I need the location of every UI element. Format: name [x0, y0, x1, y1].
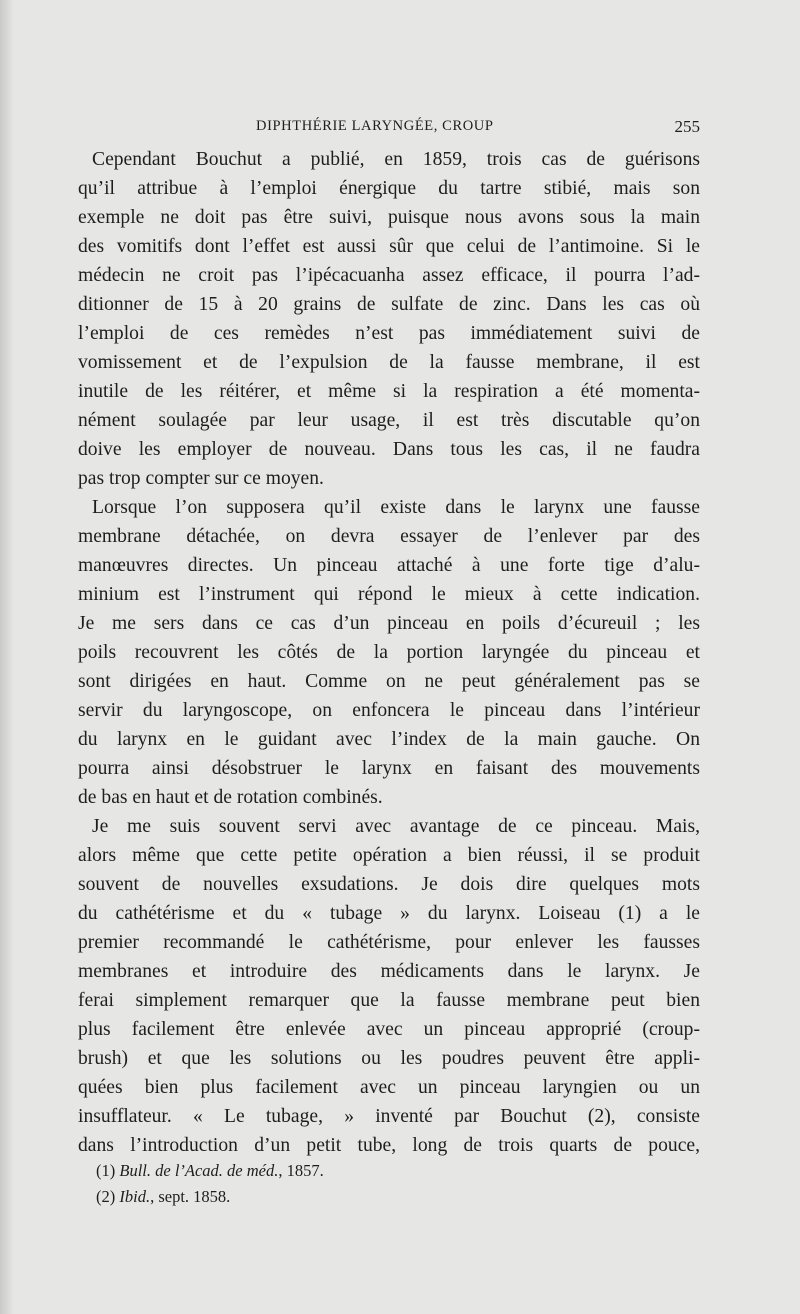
body-text: [78, 145, 700, 1160]
text-line: exemple ne doit pas être suivi, puisque nous avons sous la main: [78, 207, 700, 228]
footnote-2: [96, 1184, 696, 1210]
text-line: insufflateur. « Le tubage, » inventé par Bouchut (2), consiste: [78, 1106, 700, 1127]
text-line: servir du laryngoscope, on enfoncera le pinceau dans l’intérieur: [78, 700, 700, 721]
text-line: du cathétérisme et du « tubage » du larynx. Loiseau (1) a le: [78, 903, 700, 924]
footnote-1: [96, 1158, 696, 1184]
text-line: nément soulagée par leur usage, il est très discutable qu’on: [78, 410, 700, 431]
footnote-detail: , sept. 1858.: [150, 1187, 231, 1206]
text-line: médecin ne croit pas l’ipécacuanha assez efficace, il pourra l’ad-: [78, 265, 700, 286]
running-head: DIPHTHÉRIE LARYNGÉE, CROUP: [256, 118, 494, 134]
text-line: vomissement et de l’expulsion de la fausse membrane, il est: [78, 352, 700, 373]
text-line: Je me suis souvent servi avec avantage de ce pinceau. Mais,: [92, 816, 700, 837]
page-number: 255: [674, 117, 700, 136]
text-line: ditionner de 15 à 20 grains de sulfate de zinc. Dans les cas où: [78, 294, 700, 315]
footnote-marker: (1): [96, 1161, 116, 1180]
text-line: plus facilement être enlevée avec un pinceau approprié (croup-: [78, 1019, 700, 1040]
text-line: Lorsque l’on supposera qu’il existe dans le larynx une fausse: [92, 497, 700, 518]
paragraph-2: [78, 493, 700, 812]
text-line: souvent de nouvelles exsudations. Je dois dire quelques mots: [78, 874, 700, 895]
text-line: quées bien plus facilement avec un pinceau laryngien ou un: [78, 1077, 700, 1098]
text-line: membrane détachée, on devra essayer de l’enlever par des: [78, 526, 700, 547]
page-header: [78, 118, 700, 140]
paragraph-1: [78, 145, 700, 493]
paragraph-3: [78, 812, 700, 1160]
footnotes: [96, 1158, 696, 1210]
text-line: qu’il attribue à l’emploi énergique du tartre stibié, mais son: [78, 178, 700, 199]
text-line: alors même que cette petite opération a bien réussi, il se produit: [78, 845, 700, 866]
footnote-source: Bull. de l’Acad. de méd.: [119, 1161, 279, 1180]
footnote-source: Ibid.: [119, 1187, 151, 1206]
text-line: Cependant Bouchut a publié, en 1859, trois cas de guérisons: [92, 149, 700, 170]
text-line: inutile de les réitérer, et même si la respiration a été momenta-: [78, 381, 700, 402]
text-line: de bas en haut et de rotation combinés.: [78, 787, 383, 808]
text-line: sont dirigées en haut. Comme on ne peut généralement pas se: [78, 671, 700, 692]
text-line: des vomitifs dont l’effet est aussi sûr que celui de l’antimoine. Si le: [78, 236, 700, 257]
text-line: premier recommandé le cathétérisme, pour enlever les fausses: [78, 932, 700, 953]
footnote-detail: , 1857.: [278, 1161, 324, 1180]
text-line: poils recouvrent les côtés de la portion laryngée du pinceau et: [78, 642, 700, 663]
text-line: minium est l’instrument qui répond le mieux à cette indication.: [78, 584, 700, 605]
page-edge-shadow: [0, 0, 14, 1314]
text-line: du larynx en le guidant avec l’index de la main gauche. On: [78, 729, 700, 750]
text-line: brush) et que les solutions ou les poudres peuvent être appli-: [78, 1048, 700, 1069]
text-line: manœuvres directes. Un pinceau attaché à une forte tige d’alu-: [78, 555, 700, 576]
text-line: doive les employer de nouveau. Dans tous les cas, il ne faudra: [78, 439, 700, 460]
text-line: pourra ainsi désobstruer le larynx en faisant des mouvements: [78, 758, 700, 779]
text-line: pas trop compter sur ce moyen.: [78, 468, 324, 489]
footnote-marker: (2): [96, 1187, 116, 1206]
text-line: membranes et introduire des médicaments dans le larynx. Je: [78, 961, 700, 982]
text-line: ferai simplement remarquer que la fausse membrane peut bien: [78, 990, 700, 1011]
text-line: dans l’introduction d’un petit tube, long de trois quarts de pouce,: [78, 1135, 700, 1156]
text-line: Je me sers dans ce cas d’un pinceau en poils d’écureuil ; les: [78, 613, 700, 634]
text-line: l’emploi de ces remèdes n’est pas immédiatement suivi de: [78, 323, 700, 344]
